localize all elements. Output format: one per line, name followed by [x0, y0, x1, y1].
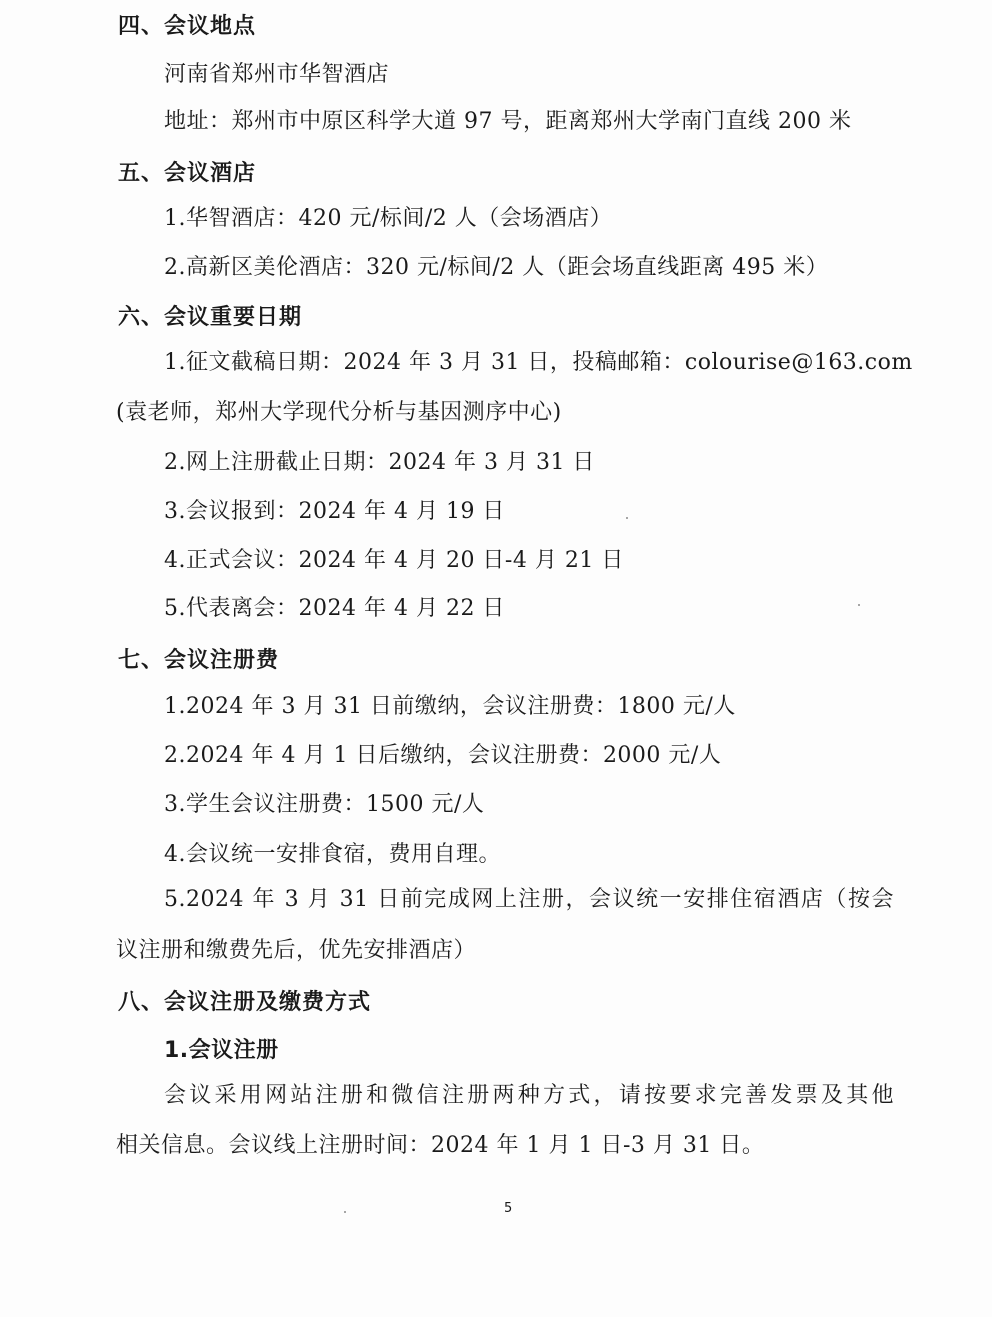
section-heading-fees: 七、会议注册费	[118, 648, 280, 673]
scan-speck	[626, 517, 628, 519]
venue-name: 河南省郑州市华智酒店	[164, 62, 390, 87]
date-item-1-contact: (袁老师，郑州大学现代分析与基因测序中心)	[116, 400, 562, 425]
date-item-3: 3.会议报到：2024 年 4 月 19 日	[164, 499, 505, 524]
section-heading-hotels: 五、会议酒店	[118, 161, 257, 186]
section-heading-registration: 八、会议注册及缴费方式	[118, 990, 372, 1015]
fee-item-4: 4.会议统一安排食宿，费用自理。	[164, 842, 501, 867]
date-item-5: 5.代表离会：2024 年 4 月 22 日	[164, 596, 505, 621]
subheading-registration: 1.会议注册	[164, 1038, 279, 1063]
fee-item-3: 3.学生会议注册费：1500 元/人	[164, 792, 485, 817]
fee-item-5: 5.2024 年 3 月 31 日前完成网上注册，会议统一安排住宿酒店（按会	[164, 887, 894, 912]
fee-item-5-continued: 议注册和缴费先后，优先安排酒店）	[116, 938, 477, 963]
venue-address: 地址：郑州市中原区科学大道 97 号，距离郑州大学南门直线 200 米	[164, 109, 852, 134]
fee-item-2: 2.2024 年 4 月 1 日后缴纳，会议注册费：2000 元/人	[164, 743, 722, 768]
date-item-4: 4.正式会议：2024 年 4 月 20 日-4 月 21 日	[164, 548, 624, 573]
fee-item-1: 1.2024 年 3 月 31 日前缴纳，会议注册费：1800 元/人	[164, 694, 736, 719]
section-heading-dates: 六、会议重要日期	[118, 305, 303, 330]
scan-speck	[858, 604, 860, 606]
date-item-1: 1.征文截稿日期：2024 年 3 月 31 日，投稿邮箱：colourise@163.com	[164, 350, 913, 375]
page-number: 5	[504, 1201, 513, 1216]
hotel-item-1: 1.华智酒店：420 元/标间/2 人（会场酒店）	[164, 206, 613, 231]
scan-speck	[344, 1211, 346, 1213]
registration-paragraph-line-1: 会议采用网站注册和微信注册两种方式，请按要求完善发票及其他	[164, 1083, 894, 1108]
hotel-item-2: 2.高新区美伦酒店：320 元/标间/2 人（距会场直线距离 495 米）	[164, 255, 829, 280]
section-heading-venue: 四、会议地点	[118, 14, 257, 39]
date-item-2: 2.网上注册截止日期：2024 年 3 月 31 日	[164, 450, 595, 475]
registration-paragraph-line-2: 相关信息。会议线上注册时间：2024 年 1 月 1 日-3 月 31 日。	[116, 1133, 765, 1158]
